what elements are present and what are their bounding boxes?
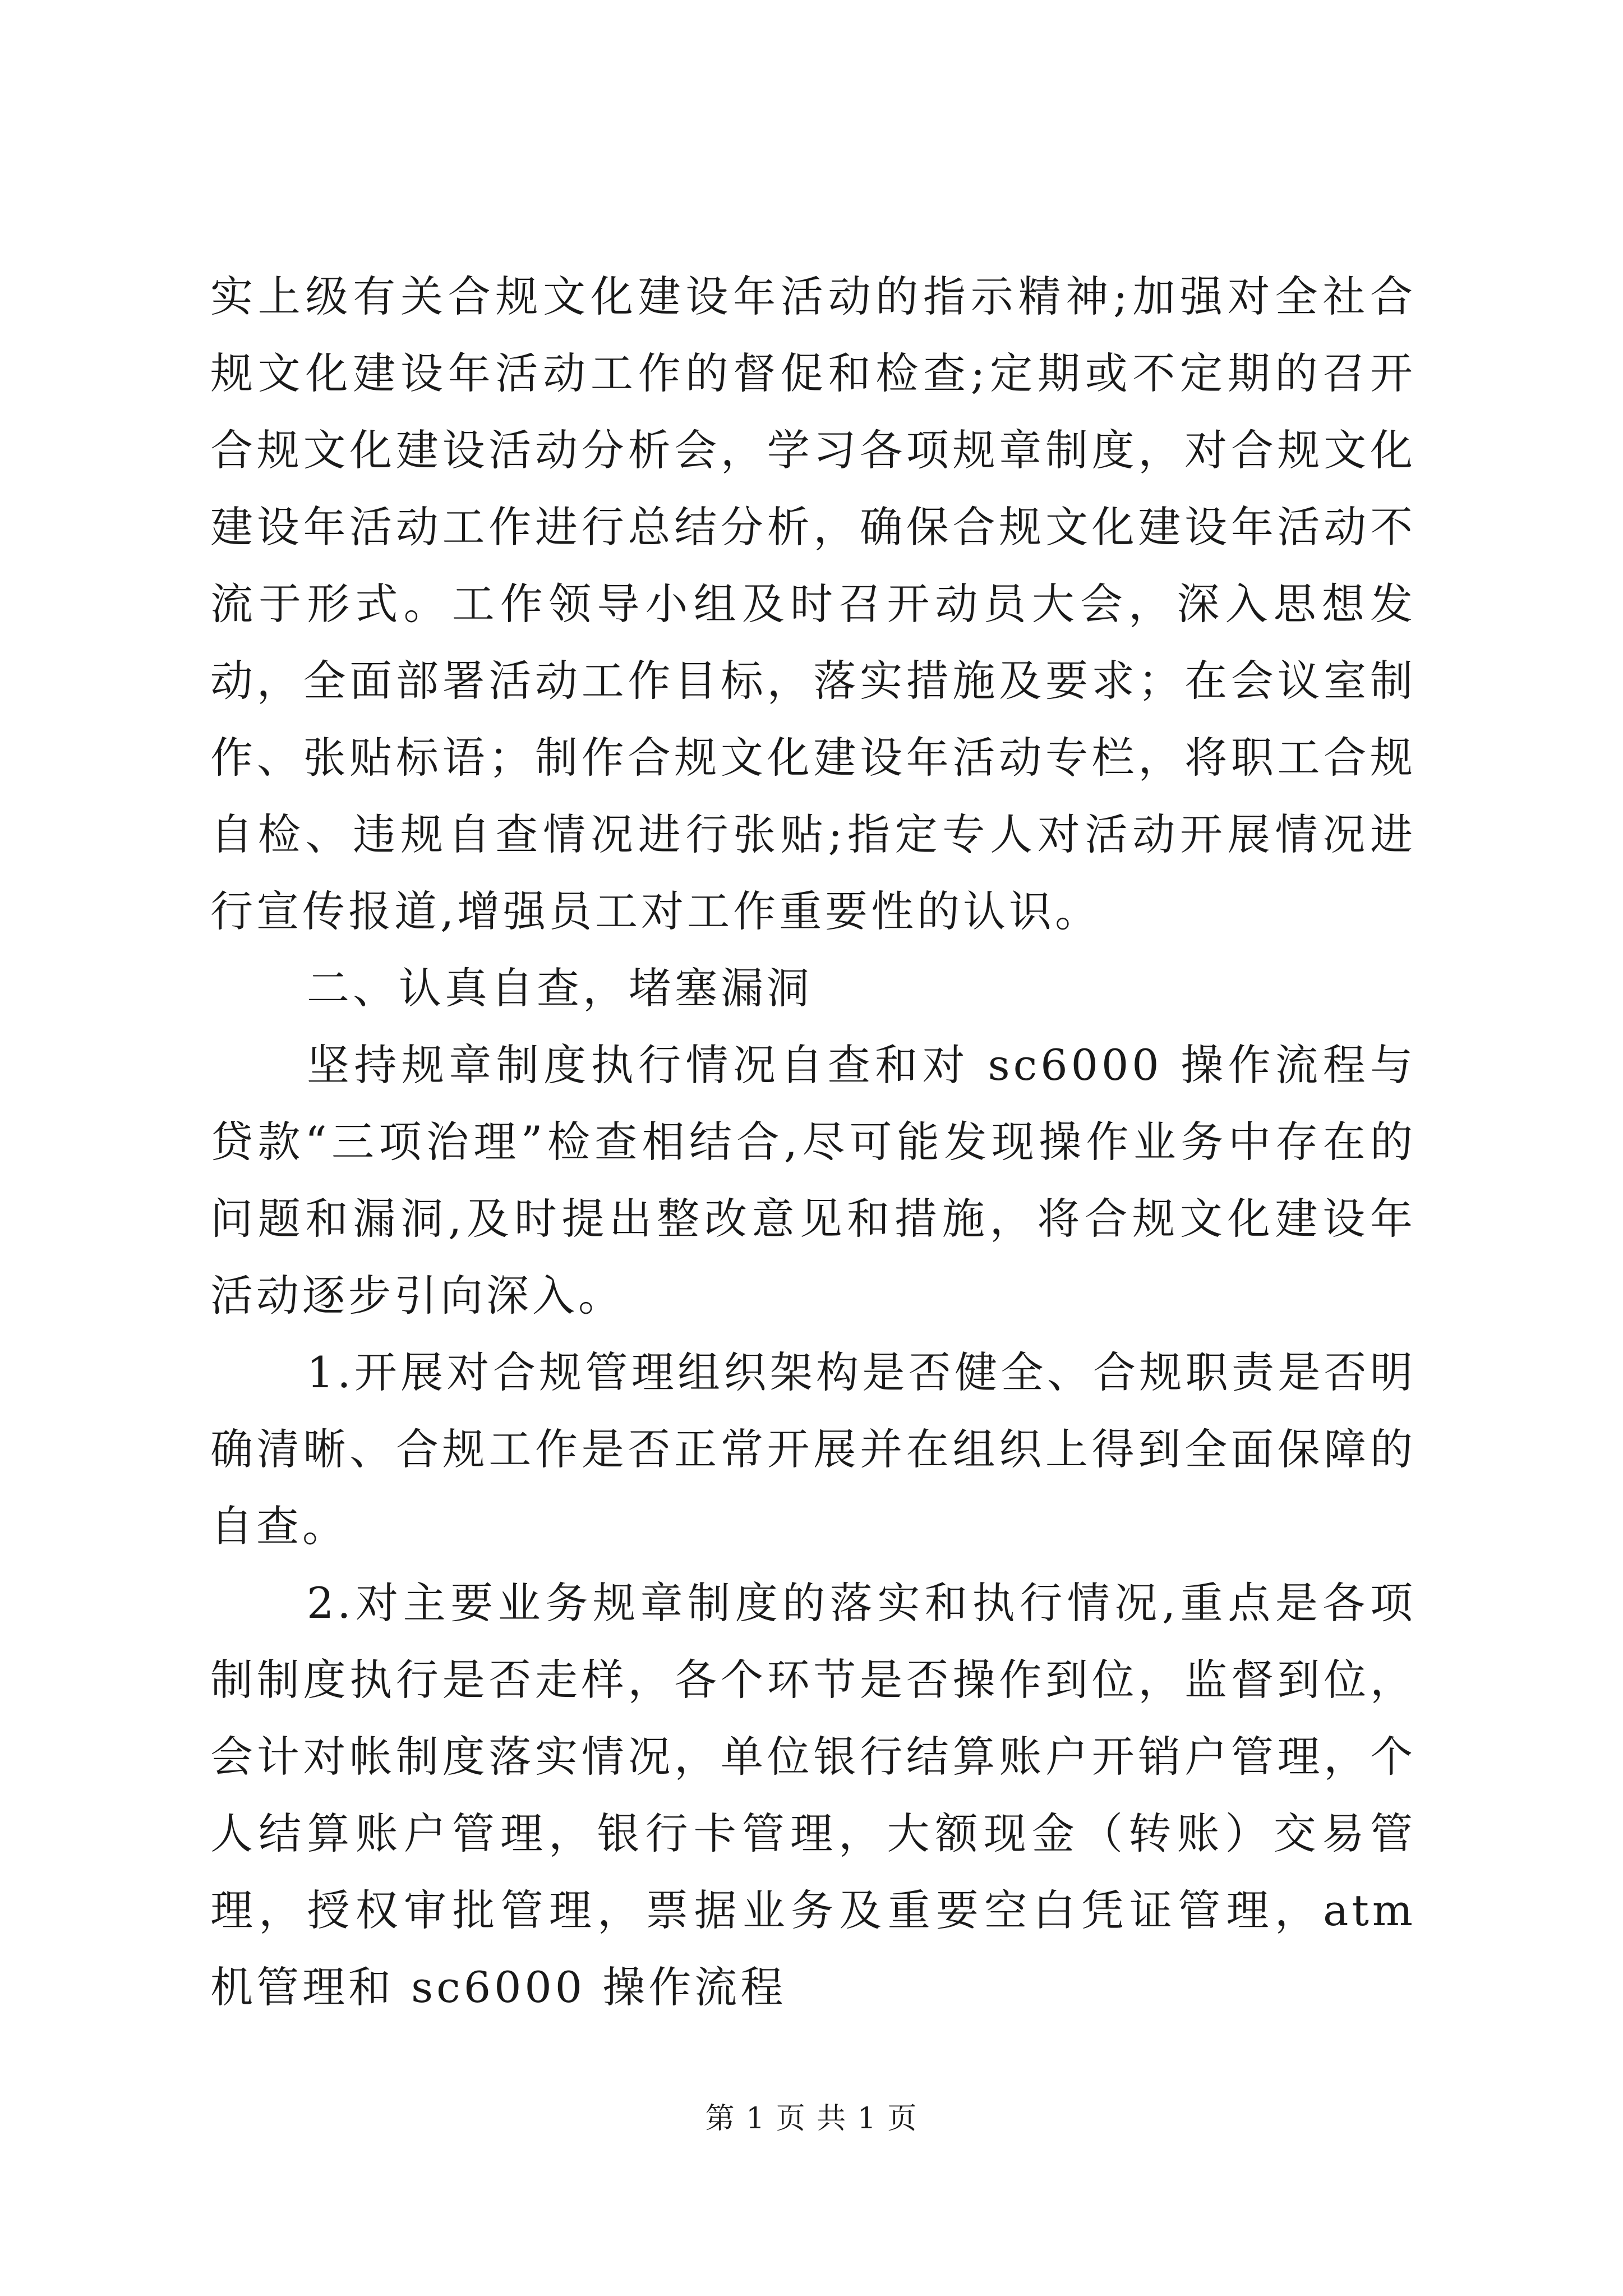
page-footer: 第 1 页 共 1 页 <box>705 2102 918 2136</box>
paragraph-item-2: 2.对主要业务规章制度的落实和执行情况,重点是各项制制度执行是否走样，各个环节是否操作到位，监督到位，会计对帐制度落实情况，单位银行结算账户开销户管理，个人结算账户管理，银行卡管理，大额现金（转账）交易管理，授权审批管理，票据业务及重要空白凭证管理，atm 机管理和 sc6000 操作流程 <box>210 1578 1416 2012</box>
paragraph-item-1: 1.开展对合规管理组织架构是否健全、合规职责是否明确清晰、合规工作是否正常开展并在组织上得到全面保障的自查。 <box>210 1347 1416 1551</box>
document-body <box>210 258 1416 2026</box>
section-heading: 二、认真自查，堵塞漏洞 <box>307 963 813 1013</box>
paragraph-section-intro: 坚持规章制度执行情况自查和对 sc6000 操作流程与贷款“三项治理”检查相结合,尽可能发现操作业务中存在的问题和漏洞,及时提出整改意见和措施，将合规文化建设年活动逐步引向深入。 <box>210 1040 1416 1320</box>
paragraph-continuation: 实上级有关合规文化建设年活动的指示精神;加强对全社合规文化建设年活动工作的督促和检查;定期或不定期的召开合规文化建设活动分析会，学习各项规章制度，对合规文化建设年活动工作进行总结分析，确保合规文化建设年活动不流于形式。工作领导小组及时召开动员大会，深入思想发动，全面部署活动工作目标，落实措施及要求；在会议室制作、张贴标语；制作合规文化建设年活动专栏，将职工合规自检、违规自查情况进行张贴;指定专人对活动开展情况进行宣传报道,增强员工对工作重要性的认识。 <box>210 272 1416 936</box>
